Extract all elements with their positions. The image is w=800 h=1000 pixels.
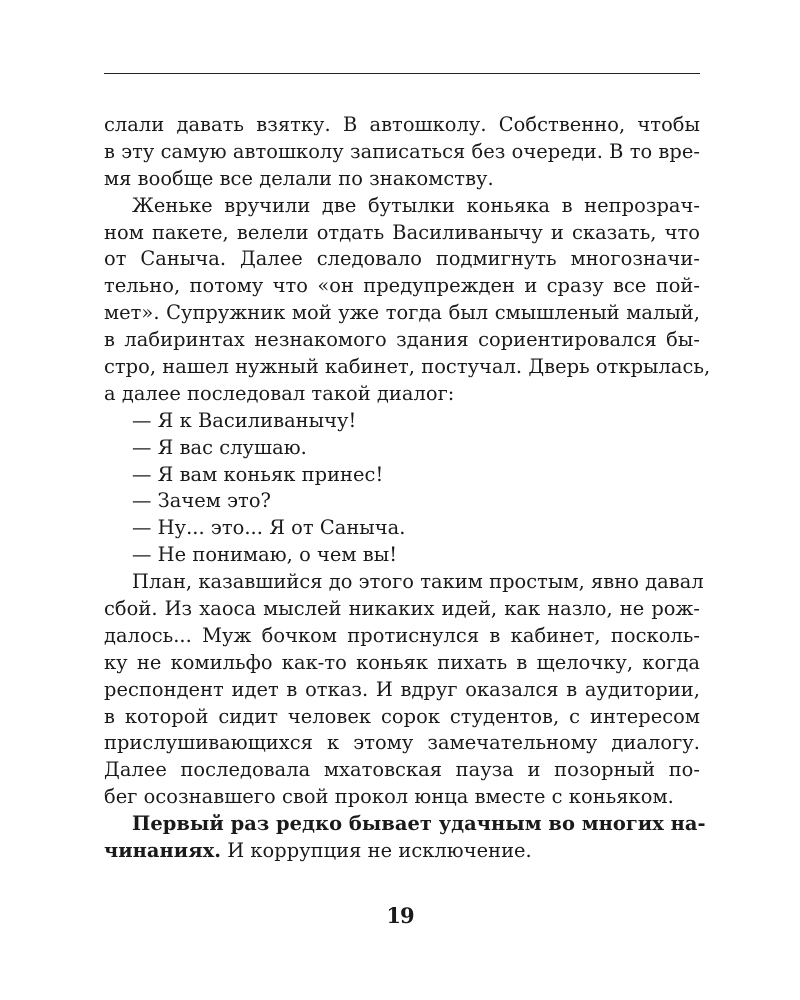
- text-line: ном пакете, велели отдать Василиванычу и сказать, что: [104, 220, 700, 244]
- text-line: прислушивающихся к этому замечательному диалогу.: [104, 731, 700, 755]
- text-line: — Зачем это?: [132, 489, 271, 513]
- text-line: от Саныча. Далее следовало подмигнуть многозначи-: [104, 247, 700, 271]
- text-line: далось... Муж бочком протиснулся в кабинет, посколь-: [104, 623, 700, 647]
- paragraph-lines: [104, 112, 711, 811]
- text-line: План, казавшийся до этого таким простым, явно давал: [132, 570, 704, 594]
- closing-sentence: И коррупция не исключение.: [221, 839, 532, 863]
- text-line: мет». Супружник мой уже тогда был смышленый малый,: [104, 301, 700, 325]
- text-line: мя вообще все делали по знакомству.: [104, 166, 494, 190]
- text-line: — Я вам коньяк принес!: [132, 462, 384, 486]
- header-rule: [104, 73, 700, 74]
- body-text: [104, 112, 711, 865]
- text-line: в которой сидит человек сорок студентов, с интересом: [104, 704, 700, 728]
- text-line: слали давать взятку. В автошколу. Собственно, чтобы: [104, 113, 700, 136]
- text-line: тельно, потому что «он предупрежден и сразу все пой-: [104, 274, 700, 298]
- text-line: в эту самую автошколу записаться без очереди. В то вре-: [104, 139, 700, 163]
- text-line: — Не понимаю, о чем вы!: [132, 543, 398, 567]
- text-line: Женьке вручили две бутылки коньяка в непрозрач-: [132, 193, 700, 217]
- bold-phrase-part2: чинаниях.: [104, 839, 221, 863]
- text-line: а далее последовал такой диалог:: [104, 381, 455, 405]
- text-line: стро, нашел нужный кабинет, постучал. Дверь открылась,: [104, 355, 711, 379]
- bold-phrase-part1: Первый раз редко бывает удачным во многих на-: [132, 812, 706, 836]
- text-line: — Ну... это... Я от Саныча.: [132, 516, 406, 540]
- text-line: респондент идет в отказ. И вдруг оказался в аудитории,: [104, 677, 700, 701]
- text-line: ку не комильфо как-то коньяк пихать в щелочку, когда: [104, 650, 700, 674]
- text-line: — Я вас слушаю.: [132, 435, 307, 459]
- text-line-bold: [104, 811, 706, 838]
- text-line: — Я к Василиванычу!: [132, 408, 357, 432]
- text-line: Далее последовала мхатовская пауза и позорный по-: [104, 758, 700, 782]
- text-line: сбой. Из хаоса мыслей никаких идей, как назло, не рож-: [104, 597, 700, 621]
- text-line: в лабиринтах незнакомого здания сориентировался бы-: [104, 328, 700, 352]
- page-number: 19: [386, 903, 414, 928]
- text-line: бег осознавшего свой прокол юнца вместе с коньяком.: [104, 785, 674, 809]
- text-line-final: [104, 838, 700, 865]
